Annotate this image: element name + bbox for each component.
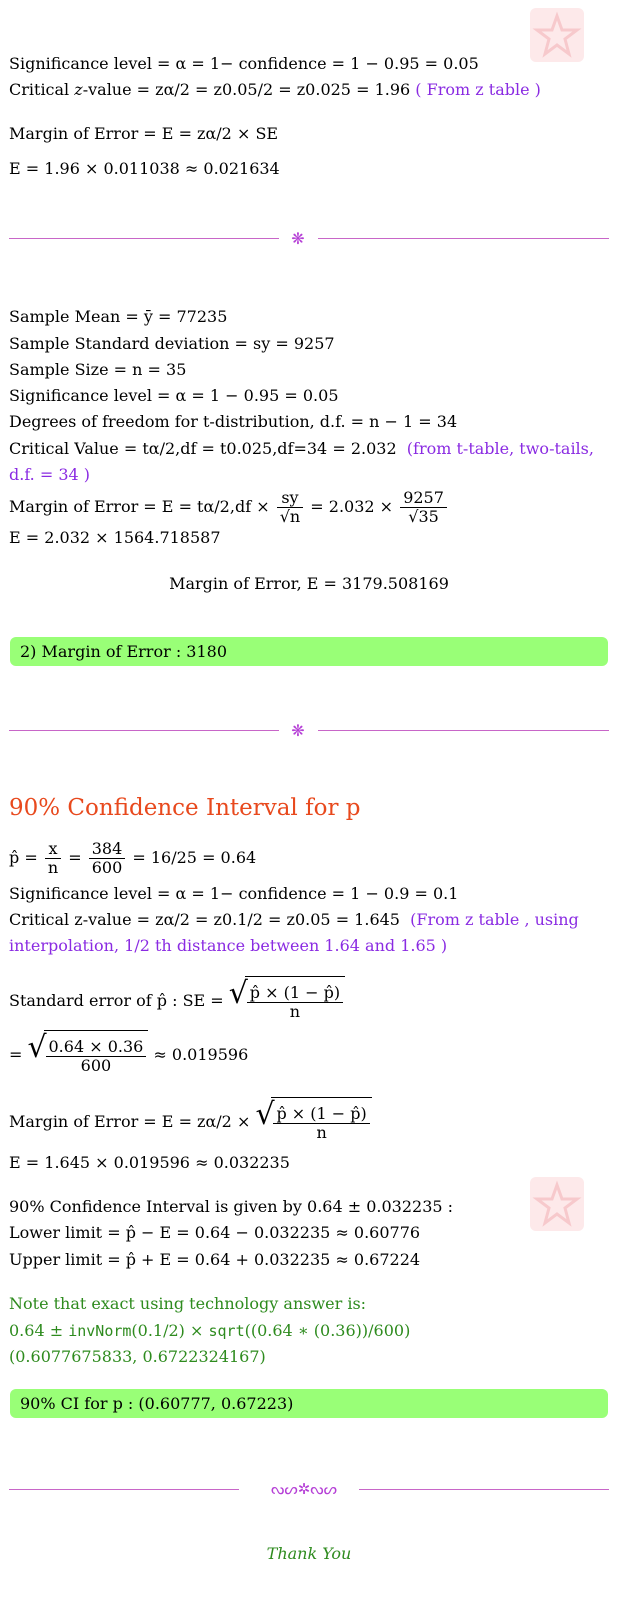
significance-line-3: Significance level = α = 1− confidence = 1 − 0.9 = 0.1 <box>9 884 459 903</box>
sample-mean-line: Sample Mean = ȳ = 77235 <box>9 307 228 326</box>
z-table-note: ( From z table ) <box>415 80 541 99</box>
degrees-freedom-line: Degrees of freedom for t-distribution, d.f. = n − 1 = 34 <box>9 412 458 431</box>
significance-line-2: Significance level = α = 1 − 0.95 = 0.05 <box>9 386 339 405</box>
moe-result: Margin of Error, E = 3179.508169 <box>169 574 449 593</box>
section-heading: 90% Confidence Interval for p <box>9 795 361 821</box>
watermark-star-icon <box>530 1177 584 1231</box>
margin-error-value: E = 1.96 × 0.011038 ≈ 0.021634 <box>9 159 280 178</box>
sample-sd-line: Sample Standard deviation = sy = 9257 <box>9 334 335 353</box>
e-line-2: E = 2.032 × 1564.718587 <box>9 528 221 547</box>
critical-z-line: Critical z-value = zα/2 = z0.05/2 = z0.025 = 1.96 ( From z table ) <box>9 80 541 99</box>
watermark-star-icon <box>530 8 584 62</box>
technology-formula: 0.64 ± invNorm(0.1/2) × sqrt((0.64 ∗ (0.36))/600) <box>9 1321 411 1340</box>
margin-error-z-formula: Margin of Error = E = zα/2 × √ $\frac{p̂ \times (1 - p̂)}{n}$ <box>9 1097 372 1148</box>
section-divider <box>9 229 609 249</box>
critical-z-line-2: Critical z-value = zα/2 = z0.1/2 = z0.05 = 1.645 (From z table , using <box>9 910 579 929</box>
footer-divider <box>9 1480 609 1500</box>
ci-intro: 90% Confidence Interval is given by 0.64 ± 0.032235 : <box>9 1197 454 1216</box>
divider-ornament-icon: ❋ <box>291 721 305 740</box>
upper-limit: Upper limit = p̂ + E = 0.64 + 0.032235 ≈ 0.67224 <box>9 1250 421 1269</box>
interpolation-note: interpolation, 1/2 th distance between 1.64 and 1.65 ) <box>9 936 448 955</box>
e-line-3: E = 1.645 × 0.019596 ≈ 0.032235 <box>9 1153 290 1172</box>
significance-line: Significance level = α = 1− confidence = 1 − 0.95 = 0.05 <box>9 54 479 73</box>
t-table-note: (from t-table, two-tails, <box>406 439 594 458</box>
technology-result: (0.6077675833, 0.6722324167) <box>9 1347 266 1366</box>
section-divider <box>9 721 609 741</box>
thank-you: Thank You <box>266 1544 352 1563</box>
divider-ornament-icon: ❋ <box>291 229 305 248</box>
se-value: = √ $\frac{0.64 \times 0.36}{600}$ ≈ 0.019596 <box>9 1030 248 1081</box>
t-table-note-cont: d.f. = 34 ) <box>9 465 91 484</box>
sample-size-line: Sample Size = n = 35 <box>9 360 187 379</box>
lower-limit: Lower limit = p̂ − E = 0.64 − 0.032235 ≈ 0.60776 <box>9 1223 421 1242</box>
footer-ornament-icon: ᔓᔕ✲ᔓᔕ <box>270 1480 338 1498</box>
technology-note: Note that exact using technology answer is: <box>9 1294 367 1313</box>
phat-line: p̂ = $\frac{x}{n}$ = $\frac{384}{600}$ = 16/25 = 0.64 <box>9 839 257 877</box>
critical-t-line: Critical Value = tα/2,df = t0.025,df=34 = 2.032 (from t-table, two-tails, <box>9 439 594 458</box>
answer-banner-ci: 90% CI for p : (0.60777, 0.67223) <box>10 1389 608 1418</box>
margin-error-formula: Margin of Error = E = zα/2 × SE <box>9 124 279 143</box>
se-formula: Standard error of p̂ : SE = √ $\frac{p̂ \times (1 - p̂)}{n}$ <box>9 976 345 1027</box>
z-table-note-2: (From z table , using <box>410 910 579 929</box>
margin-error-t-formula: Margin of Error = E = tα/2,df × $\frac{sy}{√n}$ = 2.032 × $\frac{9257}{√35}$ <box>9 486 449 528</box>
answer-banner-moe: 2) Margin of Error : 3180 <box>10 637 608 666</box>
